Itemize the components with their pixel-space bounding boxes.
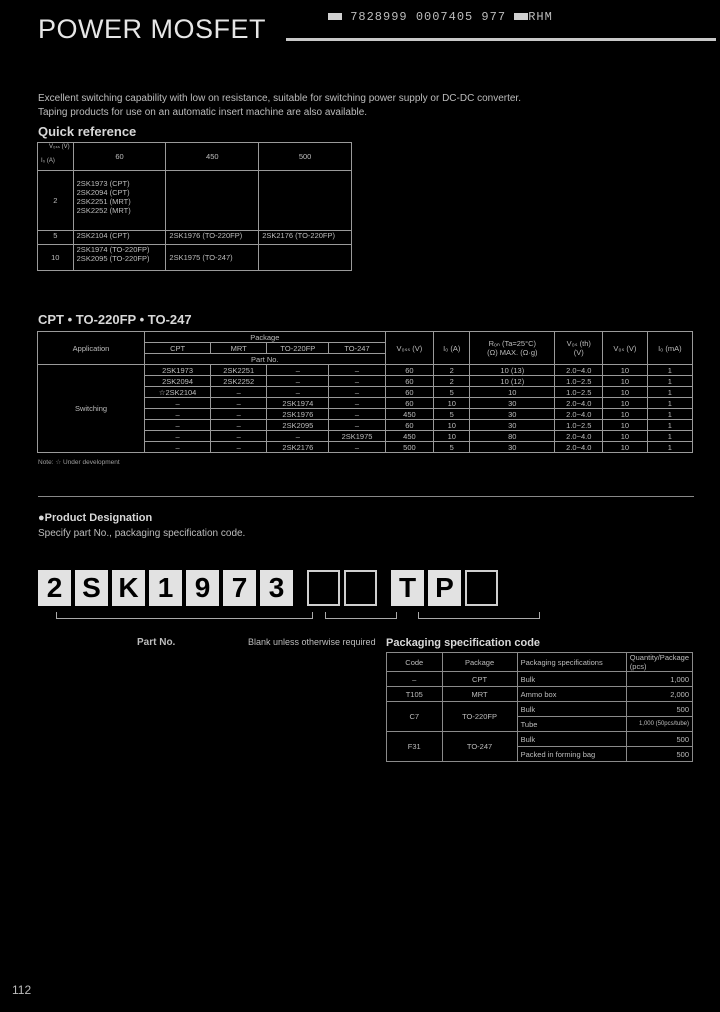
col-header: 500 <box>259 143 352 171</box>
cell: 10 (12) <box>470 376 555 387</box>
cell: – <box>211 420 267 431</box>
col-ron <box>470 332 555 365</box>
col-vgs-line: V₀ₛ (th) <box>566 339 591 348</box>
pk-header: Code <box>387 653 443 672</box>
intro-line: Excellent switching capability with low on resistance, suitable for switching power supply or DC-DC converter. <box>38 93 521 104</box>
char-box-empty <box>465 570 498 606</box>
col-header: 60 <box>73 143 166 171</box>
cell: 10 <box>470 387 555 398</box>
cell: 2.0~4.0 <box>555 365 603 376</box>
cell: 10 <box>603 365 647 376</box>
pk-cell: Tube <box>517 717 626 732</box>
corner-cell <box>38 143 74 171</box>
pk-cell: TO-247 <box>442 732 517 762</box>
blank-label: Blank unless otherwise required <box>248 637 376 647</box>
cpt-spec-table <box>37 331 693 453</box>
cell: – <box>211 387 267 398</box>
col-ron-line: Rₒₙ (Ta=25°C) <box>488 339 536 348</box>
part-entry: 2SK1975 (TO-247) <box>166 245 259 271</box>
packaging-table <box>386 652 693 762</box>
pk-cell: MRT <box>442 687 517 702</box>
quick-reference-table <box>37 142 352 271</box>
part-no-label: Part No. <box>137 637 176 648</box>
packaging-title: Packaging specification code <box>386 637 541 649</box>
pk-cell: 500 <box>626 732 692 747</box>
cell: – <box>267 387 329 398</box>
cell: 1 <box>647 420 692 431</box>
partno-header: Part No. <box>145 354 386 365</box>
cell: 2SK2251 <box>211 365 267 376</box>
pkg-header: TO-220FP <box>267 343 329 354</box>
catalog-number: 7828999 0007405 977 <box>350 10 507 24</box>
col-ron-line: (Ω) MAX. (Ω·g) <box>487 348 538 357</box>
cell: 10 <box>603 442 647 453</box>
cell: – <box>211 431 267 442</box>
char-box-empty <box>307 570 340 606</box>
cell-empty <box>259 245 352 271</box>
cell: 10 <box>603 387 647 398</box>
pk-cell: C7 <box>387 702 443 732</box>
cell: 10 <box>434 431 470 442</box>
part-entry: 2SK1973 (CPT) <box>76 179 130 188</box>
pk-cell: CPT <box>442 672 517 687</box>
cell: 60 <box>385 420 434 431</box>
col-idm: I₀ (mA) <box>647 332 692 365</box>
part-entry: 2SK2176 (TO-220FP) <box>259 231 352 245</box>
cell: 1 <box>647 387 692 398</box>
col-vds: V₀ₛ (V) <box>603 332 647 365</box>
col-application: Application <box>38 332 145 365</box>
pk-cell: – <box>387 672 443 687</box>
cell: 10 <box>603 431 647 442</box>
col-package: Package <box>145 332 386 343</box>
section-divider <box>38 496 694 497</box>
cell: 10 (13) <box>470 365 555 376</box>
cell: – <box>267 376 329 387</box>
cell: 2SK1974 <box>267 398 329 409</box>
cell: 2SK1976 <box>267 409 329 420</box>
cell: 500 <box>385 442 434 453</box>
cell: 2.0~4.0 <box>555 431 603 442</box>
part-entry: 2SK2094 (CPT) <box>76 188 130 197</box>
intro-text <box>38 92 521 120</box>
cell: 80 <box>470 431 555 442</box>
cell: – <box>267 431 329 442</box>
cell: 30 <box>470 420 555 431</box>
char-box: 2 <box>38 570 71 606</box>
char-box: 3 <box>260 570 293 606</box>
cell: 1 <box>647 409 692 420</box>
cell: 1 <box>647 398 692 409</box>
blank-bracket <box>325 612 397 619</box>
part-entry: 2SK2104 (CPT) <box>73 231 166 245</box>
cell: 60 <box>385 387 434 398</box>
cell: 2 <box>434 376 470 387</box>
cell: 450 <box>385 409 434 420</box>
col-vgs-line: (V) <box>573 348 584 357</box>
page-number: 112 <box>12 983 32 997</box>
cell-empty <box>166 171 259 231</box>
cell: 1 <box>647 365 692 376</box>
cell: – <box>329 398 385 409</box>
pk-header: Packaging specifications <box>517 653 626 672</box>
cell: 5 <box>434 409 470 420</box>
cell-parts <box>73 245 166 271</box>
cell: 1.0~2.5 <box>555 376 603 387</box>
col-vgs <box>555 332 603 365</box>
corner-top: V₀ₛₛ (V) <box>49 144 70 150</box>
char-box: P <box>428 570 461 606</box>
designation-title: ●Product Designation <box>38 512 153 524</box>
cell: 1 <box>647 431 692 442</box>
cell: – <box>145 431 211 442</box>
part-bracket <box>56 612 313 619</box>
cell: 2SK1973 <box>145 365 211 376</box>
pk-cell: 500 <box>626 747 692 762</box>
pk-cell: 1,000 <box>626 672 692 687</box>
pk-cell: Bulk <box>517 732 626 747</box>
cell: 2 <box>434 365 470 376</box>
row-id: 5 <box>38 231 74 245</box>
char-box: 1 <box>149 570 182 606</box>
cell: 10 <box>434 398 470 409</box>
cpt-section-title: CPT • TO-220FP • TO-247 <box>38 312 192 327</box>
cell: 10 <box>603 409 647 420</box>
pk-cell: Bulk <box>517 702 626 717</box>
pkg-header: CPT <box>145 343 211 354</box>
marker-block <box>328 13 342 20</box>
part-entry: 2SK2252 (MRT) <box>76 206 131 215</box>
cell: – <box>329 376 385 387</box>
cell: ☆2SK2104 <box>145 387 211 398</box>
cell: 60 <box>385 365 434 376</box>
part-entry: 2SK1976 (TO-220FP) <box>166 231 259 245</box>
cell: – <box>145 398 211 409</box>
cell: – <box>211 409 267 420</box>
pk-header: Package <box>442 653 517 672</box>
part-entry: 2SK2251 (MRT) <box>76 197 131 206</box>
cell-empty <box>259 171 352 231</box>
cell: 60 <box>385 398 434 409</box>
cell: 2.0~4.0 <box>555 398 603 409</box>
cell: 10 <box>434 420 470 431</box>
cell: 60 <box>385 376 434 387</box>
pkg-header: MRT <box>211 343 267 354</box>
cell: – <box>329 420 385 431</box>
cell: 2SK2095 <box>267 420 329 431</box>
application-cell: Switching <box>38 365 145 453</box>
char-box: K <box>112 570 145 606</box>
char-box: S <box>75 570 108 606</box>
cell: – <box>211 442 267 453</box>
pk-cell: F31 <box>387 732 443 762</box>
pkg-bracket <box>418 612 540 619</box>
pk-header: Quantity/Package (pcs) <box>626 653 692 672</box>
title-rule <box>286 38 716 41</box>
catalog-code <box>328 10 553 24</box>
cell: 1 <box>647 376 692 387</box>
cell: 10 <box>603 420 647 431</box>
marker-block <box>514 13 528 20</box>
col-header: 450 <box>166 143 259 171</box>
pkg-header: TO-247 <box>329 343 385 354</box>
cell: 5 <box>434 442 470 453</box>
cell: 2SK2176 <box>267 442 329 453</box>
char-box-empty <box>344 570 377 606</box>
cell: – <box>145 409 211 420</box>
cell: – <box>329 442 385 453</box>
cell: 1.0~2.5 <box>555 420 603 431</box>
part-entry: 2SK1974 (TO-220FP) <box>76 245 150 254</box>
cell: – <box>267 365 329 376</box>
cell: – <box>329 387 385 398</box>
col-vdss: V₀ₛₛ (V) <box>385 332 434 365</box>
cell: – <box>329 409 385 420</box>
cell: – <box>145 442 211 453</box>
cell: 1 <box>647 442 692 453</box>
row-id: 10 <box>38 245 74 271</box>
pk-cell: T105 <box>387 687 443 702</box>
char-box: T <box>391 570 424 606</box>
pk-cell: 2,000 <box>626 687 692 702</box>
cell: 2.0~4.0 <box>555 409 603 420</box>
pk-cell: Ammo box <box>517 687 626 702</box>
cell: 450 <box>385 431 434 442</box>
cell: 2SK1975 <box>329 431 385 442</box>
cell: – <box>211 398 267 409</box>
corner-bottom: I₀ (A) <box>41 158 55 164</box>
cell: 10 <box>603 398 647 409</box>
brand-code: RHM <box>528 10 553 24</box>
cell: 2SK2094 <box>145 376 211 387</box>
row-id: 2 <box>38 171 74 231</box>
cell: 5 <box>434 387 470 398</box>
col-id: I₀ (A) <box>434 332 470 365</box>
cell: 1.0~2.5 <box>555 387 603 398</box>
cell: – <box>329 365 385 376</box>
part-number-boxes <box>38 570 498 606</box>
intro-line: Taping products for use on an automatic insert machine are also available. <box>38 107 368 118</box>
cell: 30 <box>470 442 555 453</box>
pk-cell: 500 <box>626 702 692 717</box>
pk-cell: Packed in forming bag <box>517 747 626 762</box>
cell-parts <box>73 171 166 231</box>
char-box: 9 <box>186 570 219 606</box>
part-entry: 2SK2095 (TO-220FP) <box>76 254 150 263</box>
pk-cell: Bulk <box>517 672 626 687</box>
table-note: Note: ☆ Under development <box>38 459 120 466</box>
pk-cell: TO-220FP <box>442 702 517 732</box>
designation-subtitle: Specify part No., packaging specification code. <box>38 528 246 539</box>
cell: 30 <box>470 409 555 420</box>
pk-cell: 1,000 (50pcs/tube) <box>626 717 692 732</box>
cell: – <box>145 420 211 431</box>
quick-reference-title: Quick reference <box>38 124 137 139</box>
cell: 10 <box>603 376 647 387</box>
cell: 30 <box>470 398 555 409</box>
page-title: POWER MOSFET <box>38 14 266 44</box>
cell: 2SK2252 <box>211 376 267 387</box>
char-box: 7 <box>223 570 256 606</box>
cell: 2.0~4.0 <box>555 442 603 453</box>
